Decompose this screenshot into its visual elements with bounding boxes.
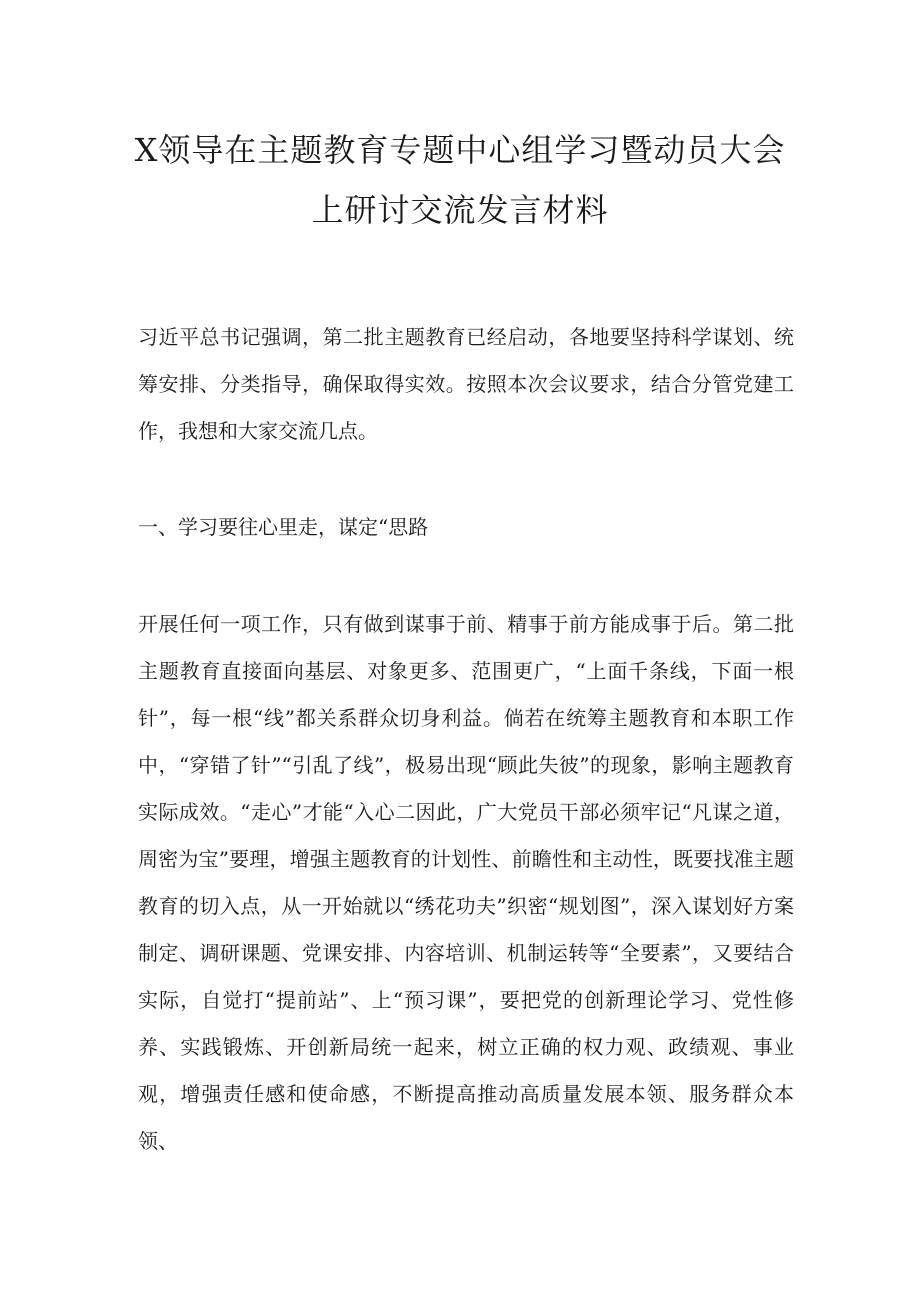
intro-paragraph: 习近平总书记强调，第二批主题教育已经启动，各地要坚持科学谋划、统筹安排、分类指导，确保取得实效。按照本次会议要求，结合分管党建工作，我想和大家交流几点。 <box>138 325 794 443</box>
section-heading: 一、学习要往心里走，谋定“思路 <box>138 515 429 539</box>
document-title: X领导在主题教育专题中心组学习暨动员大会上研讨交流发言材料 <box>134 131 786 229</box>
section-paragraph: 开展任何一项工作，只有做到谋事于前、精事于前方能成事于后。第二批主题教育直接面向基层、对象更多、范围更广，“上面千条线，下面一根针”，每一根“线”都关系群众切身利益。倘若在统筹主题教育和本职工作中，“穿错了针”“引乱了线”，极易出现“顾此失彼”的现象，影响主题教育实际成效。“走心”才能“入心二因此，广大党员干部必须牢记“凡谋之道，周密为宝”要理，增强主题教育的计划性、前瞻性和主动性，既要找准主题教育的切入点，从一开始就以“绣花功夫”织密“规划图”，深入谋划好方案制定、调研课题、党课安排、内容培训、机制运转等“全要素”，又要结合实际，自觉打“提前站”、上“预习课”，要把党的创新理论学习、党性修养、实践锻炼、开创新局统一起来，树立正确的权力观、政绩观、事业观，增强责任感和使命感，不断提高推动高质量发展本领、服务群众本领、 <box>138 612 794 1153</box>
